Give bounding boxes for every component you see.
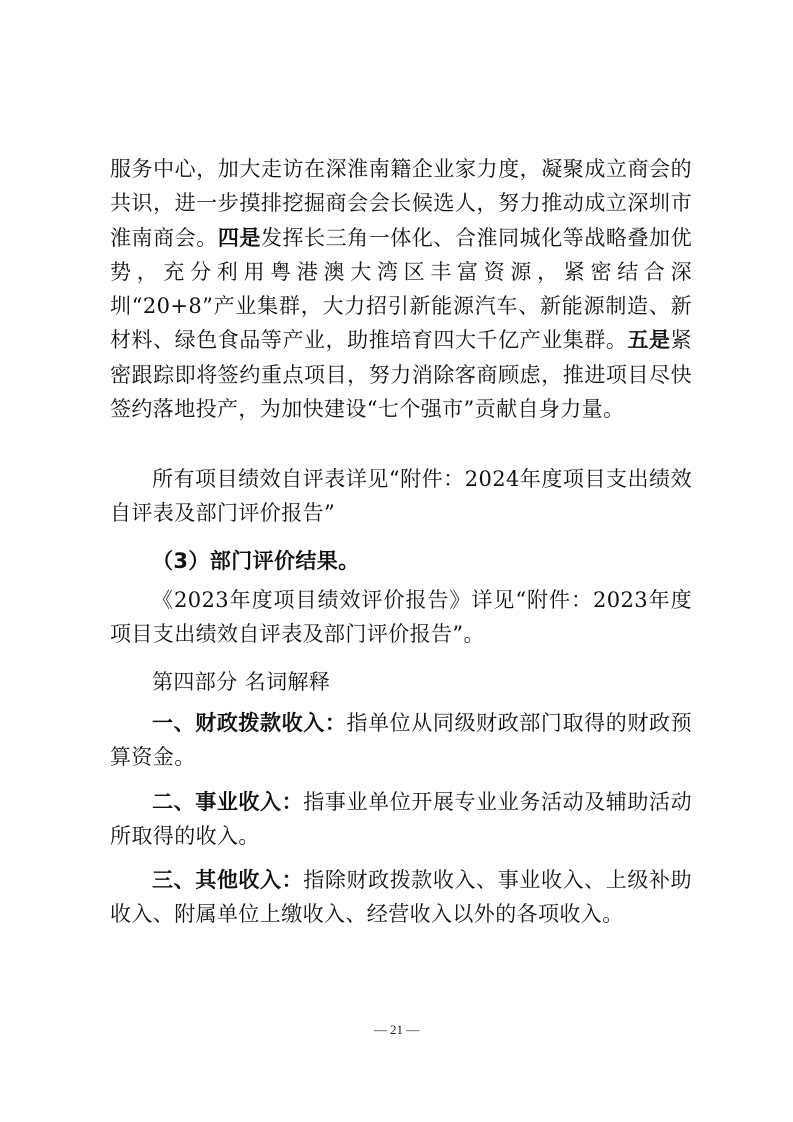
term-item	[110, 785, 692, 854]
emphasis-label: 四是	[217, 224, 261, 250]
paragraph-text: 紧密跟踪即将签约重点项目，努力消除客商顾虑，推进项目尽快签约落地投产，为加快建设“七个强市”贡献自身力量。	[110, 328, 692, 422]
term-definition: 指除财政拨款收入、事业收入、上级补助收入、附属单位上缴收入、经营收入以外的各项收入。	[110, 868, 692, 927]
paragraph-appendix-2023: 《2023年度项目绩效评价报告》详见“附件：2023年度项目支出绩效自评表及部门评价报告”。	[110, 588, 692, 647]
term-item	[110, 706, 692, 775]
part-title: 第四部分 名词解释	[152, 670, 331, 694]
term-definition: 指事业单位开展专业业务活动及辅助活动所取得的收入。	[110, 789, 692, 848]
paragraph-text: 服务中心，加大走访在深淮南籍企业家力度，凝聚成立商会的共识，进一步摸排挖掘商会会长候选人，努力推动成立深圳市淮南商会。	[110, 157, 692, 250]
emphasis-label: 五是	[627, 327, 671, 353]
term-item	[110, 863, 692, 932]
term-definition: 指单位从同级财政部门取得的财政预算资金。	[110, 711, 692, 770]
paragraph-continued	[110, 152, 692, 426]
paragraph-text: 发挥长三角一体化、合淮同城化等战略叠加优势，充分利用粤港澳大湾区丰富资源，紧密结合深圳“20+8”产业集群，大力招引新能源汽车、新能源制造、新材料、绿色食品等产业，助推培育四大千亿产业集群。	[110, 225, 692, 353]
body-text	[110, 462, 692, 531]
body-text	[110, 665, 692, 699]
body-text	[110, 583, 692, 652]
term-label: 三、其他收入：	[152, 867, 304, 893]
paragraph-appendix-2024: 所有项目绩效自评表详见“附件：2024年度项目支出绩效自评表及部门评价报告”	[110, 467, 692, 526]
term-label: 一、财政拨款收入：	[152, 710, 347, 735]
body-text	[110, 544, 692, 578]
page-number: — 21 —	[373, 1022, 420, 1037]
body-text	[110, 152, 692, 426]
term-label: 二、事业收入：	[152, 788, 304, 814]
term-definitions	[110, 706, 692, 932]
section-heading: （3）部门评价结果。	[152, 549, 360, 573]
